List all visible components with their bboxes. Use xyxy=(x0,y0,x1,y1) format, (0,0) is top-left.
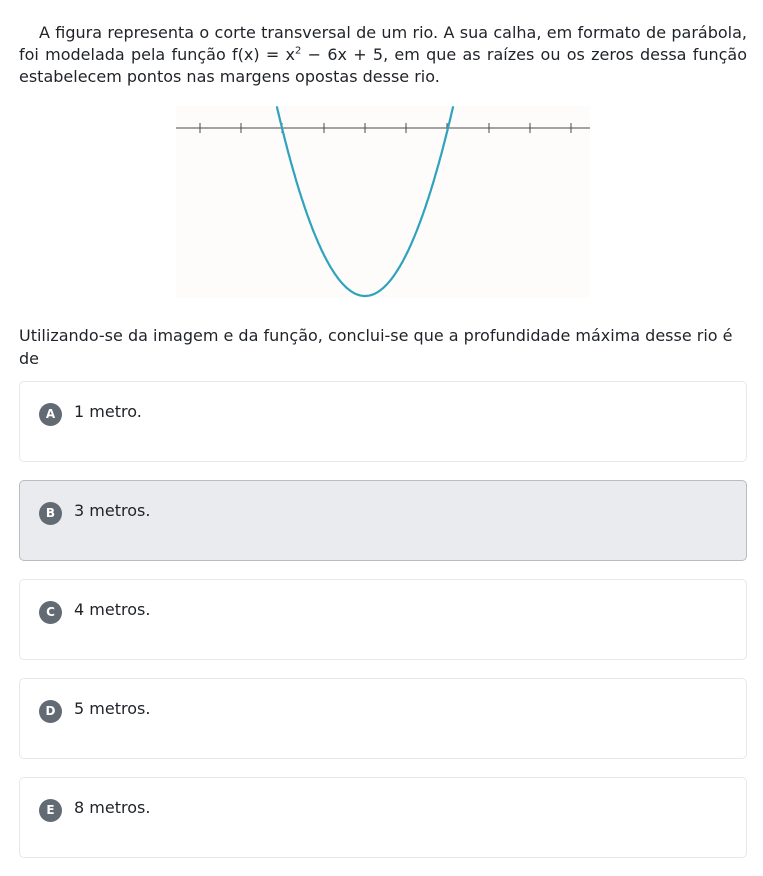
question-stem: Utilizando-se da imagem e da função, conclui-se que a profundidade máxima desse rio é de xyxy=(19,326,733,368)
option-letter-badge: A xyxy=(39,403,62,426)
parabola-graph xyxy=(176,106,590,298)
option-text: 4 metros. xyxy=(74,600,151,619)
option-text: 1 metro. xyxy=(74,402,142,421)
river-bed-curve xyxy=(277,107,453,296)
question-text: A figura representa o corte transversal de um rio. A sua calha, em formato de parábola, foi modelada pela função $f(x) = x^2 - 6x + 5$, em que as raízes ou os zeros dessa função estabelecem pontos nas margens opostas desse rio. xyxy=(19,23,748,86)
option-b[interactable] xyxy=(19,480,747,561)
option-letter-badge: B xyxy=(39,502,62,525)
option-text: 8 metros. xyxy=(74,798,151,817)
option-c[interactable] xyxy=(19,579,747,660)
option-letter-badge: D xyxy=(39,700,62,723)
river-cross-section-figure xyxy=(176,106,590,298)
option-text: 5 metros. xyxy=(74,699,151,718)
option-text: 3 metros. xyxy=(74,501,151,520)
option-a[interactable] xyxy=(19,381,747,462)
option-letter-badge: C xyxy=(39,601,62,624)
option-d[interactable] xyxy=(19,678,747,759)
option-letter-badge: E xyxy=(39,799,62,822)
option-e[interactable] xyxy=(19,777,747,858)
function-formula: $f(x) = x^2 - 6x + 5$ xyxy=(232,45,384,64)
answer-options xyxy=(19,381,747,876)
